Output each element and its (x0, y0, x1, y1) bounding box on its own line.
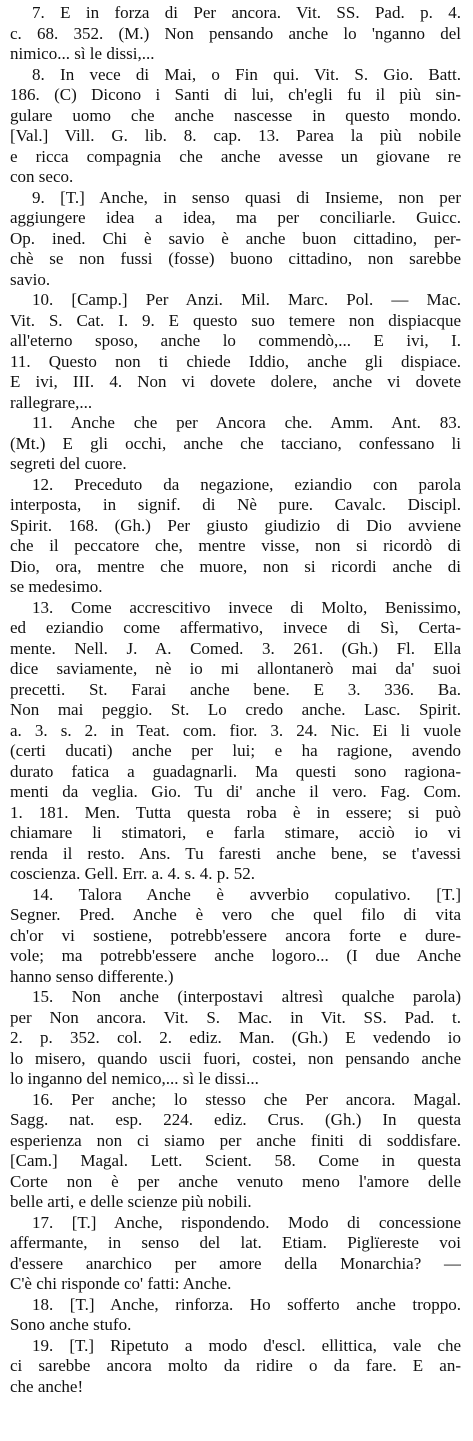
text-line: ci sarebbe ancora molto da ridire o da fare. E an- (10, 1356, 461, 1375)
text-line: dice saviamente, nè io mi allontanerò mai da' suoi (10, 659, 461, 678)
text-line: Vit. S. Cat. I. 9. E questo suo temere non dispiacque (10, 310, 461, 330)
text-line: Corte non è per anche venuto meno l'amore delle (10, 1171, 461, 1191)
text-line: durato fatica a guadagnarli. Ma questi sono ragiona- (10, 761, 461, 781)
text-line: 1. 181. Men. Tutta questa roba è in essere; si può (10, 802, 461, 822)
text-line: esperienza non ci siamo per anche finiti di soddisfare. (10, 1130, 461, 1150)
entry-heading-line: 9. [T.] Anche, in senso quasi di Insieme, non per (32, 187, 461, 207)
text-line: ch'or vi sostiene, potrebb'essere ancora forte e dure- (10, 925, 461, 945)
entry-heading-line: 18. [T.] Anche, rinforza. Ho sofferto anche troppo. (32, 1294, 461, 1314)
text-line: nimico... sì le dissi,... (10, 44, 155, 63)
text-line: hanno senso differente.) (10, 966, 174, 986)
text-line: renda il resto. Ans. Tu faresti anche bene, se t'avessi (10, 843, 461, 863)
text-line: Segner. Pred. Anche è vero che quel filo di vita (10, 905, 461, 924)
text-line: 11. Questo non ti chiede Iddio, anche gli dispiace. (10, 351, 461, 371)
text-line: belle arti, e delle scienze più nobili. (10, 1192, 252, 1211)
entry-heading-line: 7. E in forza di Per ancora. Vit. SS. Pad. p. 4. (32, 3, 461, 22)
text-line: e ricca compagnia che anche avesse un giovane re (10, 146, 461, 166)
text-line: Non mai peggio. St. Lo credo anche. Lasc. Spirit. (10, 700, 461, 719)
text-line: d'essere anarchico per amore della Monarchia? — (10, 1253, 461, 1273)
text-line: [Cam.] Magal. Lett. Scient. 58. Come in questa (10, 1151, 461, 1170)
text-line: vole; ma potrebb'essere anche logoro... (I due Anche (10, 946, 461, 965)
text-line: a. 3. s. 2. in Teat. com. fior. 3. 24. Nic. Ei li vuole (10, 720, 461, 740)
text-line: Sagg. nat. esp. 224. ediz. Crus. (Gh.) In questa (10, 1110, 461, 1129)
entry-heading-line: 14. Talora Anche è avverbio copulativo. [T.] (32, 884, 461, 904)
text-line: menti da veglia. Gio. Tu di' anche il vero. Fag. Com. (10, 782, 461, 801)
text-line: Dio, ora, mentre che muore, non si ricordi anche di (10, 556, 461, 576)
entry-heading-line: 11. Anche che per Ancora che. Amm. Ant. 83. (32, 413, 461, 432)
text-line: coscienza. Gell. Err. a. 4. s. 4. p. 52. (10, 864, 256, 883)
text-line: (Mt.) E gli occhi, anche che tacciano, confessano li (10, 433, 461, 453)
entry-heading-line: 10. [Camp.] Per Anzi. Mil. Marc. Pol. — Mac. (32, 290, 461, 309)
text-line: E ivi, III. 4. Non vi dovete dolere, anche vi dovete (10, 372, 461, 391)
entry-heading-line: 16. Per anche; lo stesso che Per ancora. Magal. (32, 1089, 461, 1109)
text-line: aggiungere idea a idea, ma per conciliarle. Guicc. (10, 208, 461, 227)
text-line: Spirit. 168. (Gh.) Per giusto giudizio di Dio avviene (10, 515, 461, 535)
text-line: se medesimo. (10, 577, 103, 596)
text-line: gulare uomo che anche nascesse in questo mondo. (10, 105, 461, 125)
entry-heading-line: 19. [T.] Ripetuto a modo d'escl. ellittica, vale che (32, 1335, 461, 1355)
text-line: 2. p. 352. col. 2. ediz. Man. (Gh.) E vedendo io (10, 1028, 461, 1047)
text-line: Sono anche stufo. (10, 1315, 132, 1334)
text-line: c. 68. 352. (M.) Non pensando anche lo 'nganno del (10, 23, 461, 43)
text-line: lo misero, quando uscii fuori, costei, non pensando anche (10, 1048, 461, 1068)
text-line: che anche! (10, 1376, 84, 1396)
text-line: all'eterno sposo, anche lo commendò,... E ivi, I. (10, 331, 461, 350)
text-line: chiamare li stimatori, e farla stimare, acciò io vi (10, 823, 461, 842)
text-line: lo inganno del nemico,... sì le dissi... (10, 1069, 259, 1088)
text-line: ed eziandio come affermativo, invece di Sì, Certa- (10, 618, 461, 637)
text-line: chè se non fussi (fosse) buono cittadino, non sarebbe (10, 249, 461, 268)
text-line: savio. (10, 269, 51, 289)
text-line: precetti. St. Farai anche bene. E 3. 336. Ba. (10, 679, 461, 699)
text-line: C'è chi risponde co' fatti: Anche. (10, 1274, 232, 1293)
text-line: con seco. (10, 167, 74, 186)
entry-heading-line: 8. In vece di Mai, o Fin qui. Vit. S. Gio. Batt. (32, 64, 461, 84)
text-line: (certi ducati) anche per lui; e ha ragione, avendo (10, 741, 461, 760)
text-line: segreti del cuore. (10, 454, 127, 473)
text-line: affermante, in senso del lat. Etiam. Piglïereste voi (10, 1233, 461, 1252)
text-line: rallegrare,... (10, 392, 93, 412)
text-line: per Non ancora. Vit. S. Mac. in Vit. SS. Pad. t. (10, 1007, 461, 1027)
entry-heading-line: 13. Come accrescitivo invece di Molto, Benissimo, (32, 597, 461, 617)
entry-heading-line: 12. Preceduto da negazione, eziandio con parola (32, 474, 461, 494)
text-line: interposta, in signif. di Nè pure. Cavalc. Discipl. (10, 495, 461, 514)
entry-heading-line: 17. [T.] Anche, rispondendo. Modo di concessione (32, 1212, 461, 1232)
text-line: [Val.] Vill. G. lib. 8. cap. 13. Parea la più nobile (10, 126, 461, 145)
text-line: 186. (C) Dicono i Santi di lui, ch'egli fu il più sin- (10, 85, 461, 104)
entry-heading-line: 15. Non anche (interpostavi altresì qualche parola) (32, 987, 461, 1006)
text-line: mente. Nell. J. A. Comed. 3. 261. (Gh.) Fl. Ella (10, 638, 461, 658)
text-line: che il peccatore che, mentre visse, non si ricordò di (10, 536, 461, 555)
text-line: Op. ined. Chi è savio è anche buon cittadino, per- (10, 228, 461, 248)
